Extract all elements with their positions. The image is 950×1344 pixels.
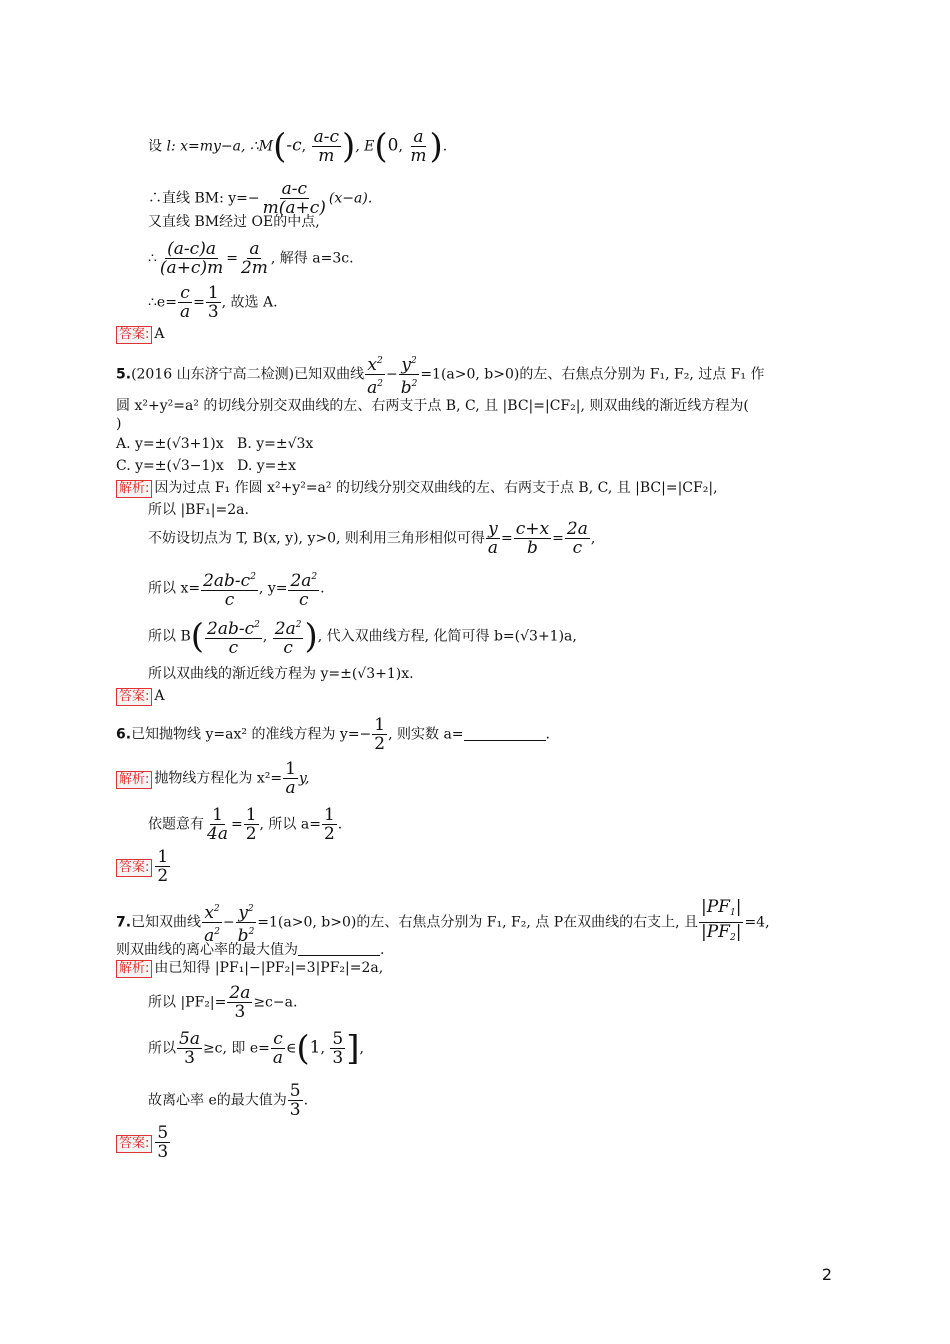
text: : x=my−a, ∴M bbox=[170, 138, 274, 155]
text: = bbox=[193, 294, 205, 311]
text: . bbox=[320, 580, 325, 597]
text: 故离心率 e的最大值为 bbox=[148, 1092, 287, 1109]
q6-answer: 答案: $\frac{1}{2}$ bbox=[116, 848, 171, 885]
q5-line-1: 5.(2016 山东济宁高二检测)已知双曲线 $\frac{x^2}{a^2}$ − $\frac{y^2}{b^2}$ =1(a>0, b>0)的左、右焦点分别为 F₁, F₂, 过点 F₁ 作 bbox=[116, 352, 765, 397]
text: =1(a>0, b>0)的左、右焦点分别为 F₁, F₂, 过点 F₁ 作 bbox=[420, 366, 765, 383]
q7-analysis-3: 所以 $\frac{5a}{3}$ ≥c, 即 e= $\frac{c}{a}$ ∈(1, $\frac{5}{3}$ ], bbox=[148, 1028, 364, 1069]
analysis-tag: 解析: bbox=[116, 480, 152, 498]
text: = bbox=[226, 250, 238, 267]
text: ≥c−a. bbox=[253, 994, 298, 1011]
text: 已知双曲线 bbox=[131, 914, 202, 931]
q5-analysis-1 bbox=[116, 478, 718, 498]
q6-analysis-2: 依题意有 $\frac{1}{4a}$ = $\frac{1}{2}$ , 所以 a= $\frac{1}{2}$ . bbox=[148, 805, 343, 844]
text: 由已知得 |PF₁|−|PF₂|=3|PF₂|=2a, bbox=[154, 960, 384, 976]
text: . bbox=[380, 942, 385, 958]
text: =4, bbox=[744, 914, 770, 931]
text: − bbox=[385, 366, 398, 383]
q7-analysis-2: 所以 |PF₂|= $\frac{2a}{3}$ ≥c−a. bbox=[148, 983, 298, 1022]
q6-analysis-1: 解析: 抛物线方程化为 x²= $\frac{1}{a}$ y, bbox=[116, 760, 309, 797]
p4-line-5: ∴e= $\frac{c}{a}$ = $\frac{1}{3}$ , 故选 A. bbox=[148, 283, 278, 322]
answer-tag: 答案: bbox=[116, 1135, 152, 1153]
text: ∴ bbox=[148, 250, 157, 267]
q5-options-ab bbox=[116, 434, 313, 454]
text: 则双曲线的离心率的最大值为 bbox=[116, 942, 298, 958]
text: 已知抛物线 y=ax² 的准线方程为 y=− bbox=[131, 726, 372, 743]
answer-blank[interactable] bbox=[298, 941, 380, 956]
text: , 故选 A. bbox=[221, 294, 278, 311]
answer-tag: 答案: bbox=[116, 326, 152, 344]
text: y, bbox=[298, 770, 310, 787]
p4-line-3: 又直线 BM经过 OE的中点, bbox=[148, 214, 320, 230]
text: 所以 x= bbox=[148, 580, 201, 597]
text: (2016 山东济宁高二检测)已知双曲线 bbox=[131, 366, 365, 383]
text: − bbox=[222, 914, 235, 931]
text: A bbox=[154, 326, 165, 342]
text: . bbox=[545, 726, 550, 743]
text: 不妨设切点为 T, B(x, y), y>0, 则利用三角形相似可得 bbox=[148, 530, 485, 547]
text: , 所以 a= bbox=[259, 816, 321, 833]
text: , 解得 a=3c. bbox=[270, 250, 354, 267]
text: , bbox=[590, 530, 596, 547]
text: 所以 bbox=[148, 1040, 176, 1057]
text: ∴e= bbox=[148, 294, 177, 311]
text: 因为过点 F₁ 作圆 x²+y²=a² 的切线分别交双曲线的左、右两支于点 B, C, 且 |BC|=|CF₂|, bbox=[154, 480, 718, 496]
text: ≥c, 即 e= bbox=[202, 1040, 270, 1057]
p4-answer bbox=[116, 324, 165, 344]
text: ∴直线 BM: y=− bbox=[148, 190, 260, 207]
p4-line-2: ∴直线 BM: y=− $\frac{a-c}{m(a+c)}$ (x−a). bbox=[148, 179, 373, 218]
text: =1(a>0, b>0)的左、右焦点分别为 F₁, F₂, 点 P在双曲线的右支上, 且 bbox=[257, 914, 699, 931]
text: = bbox=[552, 530, 564, 547]
p4-line-4: ∴ $\frac{(a-c)a}{(a+c)m}$ = $\frac{a}{2m}$ , 解得 a=3c. bbox=[148, 239, 354, 278]
option-a: A. y=±(√3+1)x bbox=[116, 436, 224, 452]
text: = bbox=[501, 530, 513, 547]
q5-line-2: 圆 x²+y²=a² 的切线分别交双曲线的左、右两支于点 B, C, 且 |BC|=|CF₂|, 则双曲线的渐近线方程为( bbox=[116, 398, 749, 414]
text: , bbox=[359, 1040, 364, 1057]
text: 6. bbox=[116, 726, 132, 743]
option-b: B. y=±√3x bbox=[237, 436, 314, 452]
q7-line-2 bbox=[116, 940, 384, 960]
text: , E bbox=[355, 138, 375, 155]
q5-answer bbox=[116, 686, 165, 706]
text: . bbox=[303, 1092, 309, 1109]
text: , 代入双曲线方程, 化简可得 b=(√3+1)a, bbox=[317, 628, 577, 645]
q5-line-3: ) bbox=[116, 416, 122, 432]
q5-analysis-3: 不妨设切点为 T, B(x, y), y>0, 则利用三角形相似可得 $\frac{y}{a}$ = $\frac{c+x}{b}$ = $\frac{2a}{c}$ , bbox=[148, 519, 596, 558]
answer-tag: 答案: bbox=[116, 688, 152, 706]
answer-blank[interactable] bbox=[464, 726, 546, 741]
text: 设 bbox=[148, 138, 167, 155]
text: , y= bbox=[258, 580, 288, 597]
q5-analysis-2: 所以 |BF₁|=2a. bbox=[148, 502, 249, 518]
text: A bbox=[154, 688, 165, 704]
text: l bbox=[166, 138, 171, 155]
option-d: D. y=±x bbox=[237, 458, 297, 474]
text: 7. bbox=[116, 914, 132, 931]
q5-analysis-6: 所以双曲线的渐近线方程为 y=±(√3+1)x. bbox=[148, 666, 414, 682]
q5-analysis-5: 所以 B( $\frac{2ab-c^2}{c}$ , $\frac{2a^2}{c}$ ), 代入双曲线方程, 化简可得 b=(√3+1)a, bbox=[148, 616, 577, 658]
q7-analysis-4: 故离心率 e的最大值为 $\frac{5}{3}$ . bbox=[148, 1081, 309, 1120]
analysis-tag: 解析: bbox=[116, 960, 152, 978]
answer-tag: 答案: bbox=[116, 859, 152, 877]
text: (x−a). bbox=[328, 190, 373, 207]
text: 依题意有 bbox=[148, 816, 204, 833]
text: , 则实数 a= bbox=[388, 726, 464, 743]
q7-analysis-1 bbox=[116, 958, 383, 978]
text: 抛物线方程化为 x²= bbox=[154, 770, 283, 787]
page-number: 2 bbox=[821, 1265, 832, 1284]
q5-analysis-4: 所以 x= $\frac{2ab-c^2}{c}$ , y= $\frac{2a^2}{c}$ . bbox=[148, 568, 325, 609]
q5-options-cd bbox=[116, 456, 296, 476]
q6-line-1: 6.已知抛物线 y=ax² 的准线方程为 y=− $\frac{1}{2}$ , 则实数 a= . bbox=[116, 715, 550, 754]
text: 5. bbox=[116, 366, 132, 383]
q7-line-1: 7.已知双曲线 $\frac{x^2}{a^2}$ − $\frac{y^2}{b^2}$ =1(a>0, b>0)的左、右焦点分别为 F₁, F₂, 点 P在双曲线的右支上, 且 $\frac{|PF_1|}{|PF_2|}$ =4, bbox=[116, 897, 770, 946]
analysis-tag: 解析: bbox=[116, 771, 152, 789]
text: ∈ bbox=[286, 1040, 297, 1057]
text: 所以 B bbox=[148, 628, 191, 645]
text: 所以 |PF₂|= bbox=[148, 994, 227, 1011]
option-c: C. y=±(√3−1)x bbox=[116, 458, 224, 474]
text: . bbox=[442, 138, 448, 155]
text: = bbox=[230, 816, 243, 833]
text: . bbox=[337, 816, 343, 833]
p4-line-1: 设 l: x=my−a, ∴M(-c, $\frac{a-c}{m}$ ), E(0, $\frac{a}{m}$ ). bbox=[148, 126, 448, 167]
q7-answer: 答案: $\frac{5}{3}$ bbox=[116, 1124, 171, 1161]
